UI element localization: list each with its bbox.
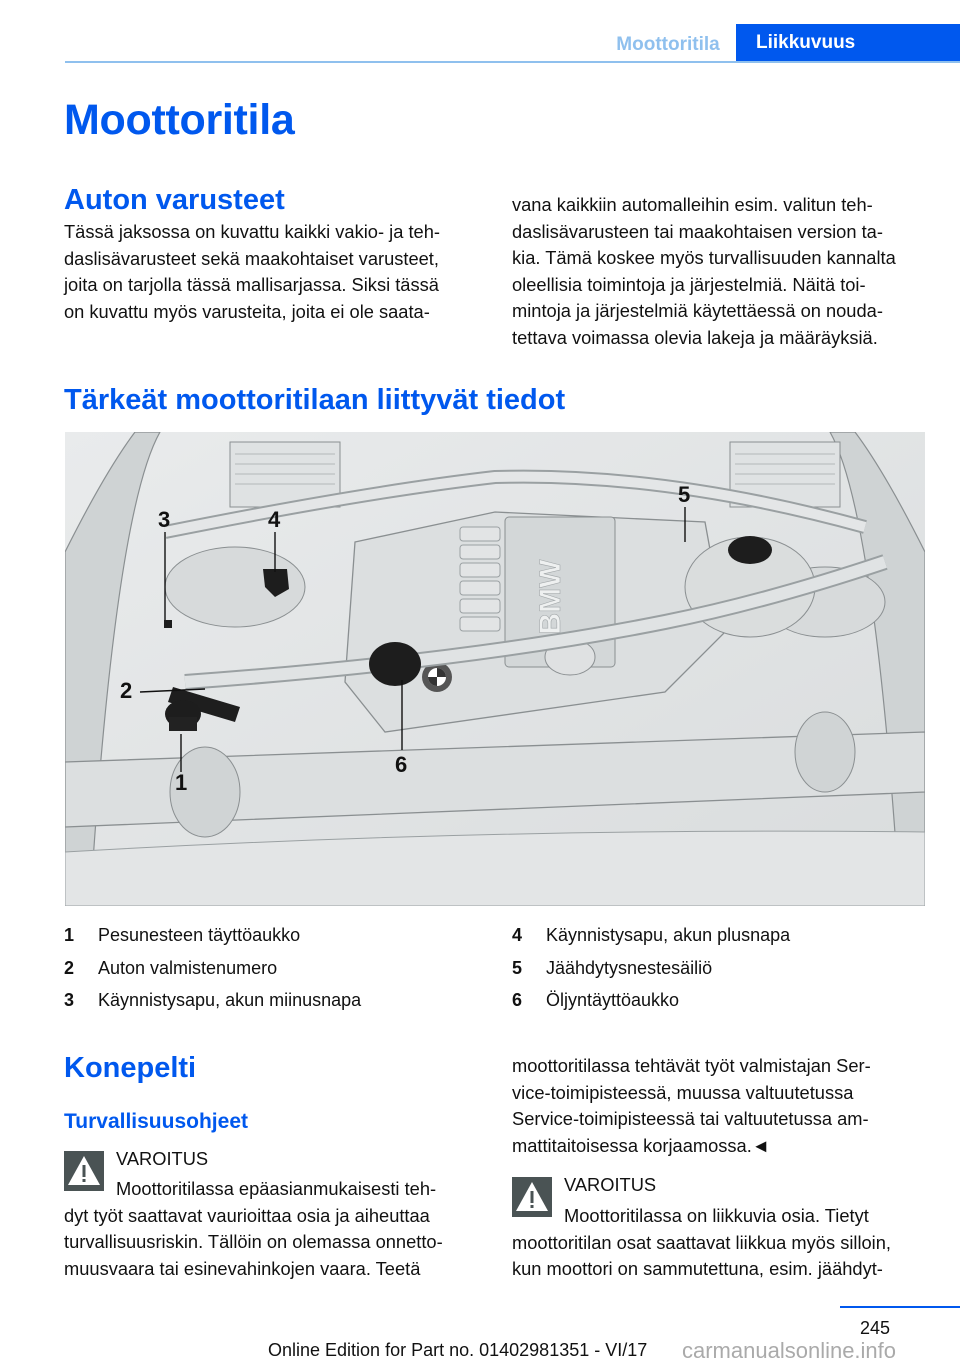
text-line: turvallisuusriskin. Tällöin on olemassa onnetto- xyxy=(64,1231,443,1252)
legend-text: Pesunesteen täyttöaukko xyxy=(98,925,301,945)
header-divider xyxy=(65,61,960,63)
callout-4: 4 xyxy=(268,507,281,532)
legend-number: 3 xyxy=(64,990,75,1010)
footer-divider xyxy=(840,1306,960,1308)
legend-number: 5 xyxy=(512,957,523,978)
page-number: 245 xyxy=(860,1318,891,1338)
callout-3: 3 xyxy=(158,507,171,532)
callout-5: 5 xyxy=(678,482,691,507)
text-line: oleellisia toimintoja ja järjestelmiä. Näitä toi- xyxy=(512,273,866,295)
legend-text: Öljyntäyttöaukko xyxy=(546,990,680,1010)
callout-6: 6 xyxy=(395,752,408,777)
legend-number: 1 xyxy=(64,925,75,945)
text-line: kia. Tämä koskee myös turvallisuuden kannalta xyxy=(512,247,896,268)
legend-item xyxy=(512,984,790,1017)
equipment-heading: Auton varusteet xyxy=(64,184,285,216)
text-line: mattitaitoisessa korjaamossa.◄ xyxy=(512,1134,770,1156)
text-line: Moottoritilassa on liikkuvia osia. Tietyt xyxy=(564,1205,869,1226)
legend-col1 xyxy=(64,919,361,1017)
text-line: Moottoritilassa epäasianmukaisesti teh- xyxy=(116,1178,437,1199)
text-line: vice-toimipisteessä, muussa valtuutetussa xyxy=(512,1081,854,1103)
svg-text:BMW: BMW xyxy=(534,559,567,635)
callout-1: 1 xyxy=(175,770,188,795)
warning1-continued xyxy=(512,1053,932,1159)
watermark: carmanualsonline.info xyxy=(682,1338,897,1362)
edition-text: Online Edition for Part no. 01402981351 - VI/17 xyxy=(268,1340,648,1360)
text-line: muusvaara tai esinevahinkojen vaara. Teetä xyxy=(64,1257,421,1279)
text-line: dyt työt saattavat vaurioittaa osia ja aiheuttaa xyxy=(64,1204,430,1226)
engine-compartment-image xyxy=(65,432,925,906)
equipment-text-col2 xyxy=(512,192,932,351)
legend-col2 xyxy=(512,919,790,1017)
text-line: daslisävarusteen tai maakohtaisen version ta- xyxy=(512,220,883,242)
text-line: vana kaikkiin automalleihin esim. valitun teh- xyxy=(512,194,873,215)
section-tab[interactable]: Moottoritila xyxy=(616,34,720,55)
text-line: mintoja ja järjestelmiä käytettäessä on nouda- xyxy=(512,300,883,321)
engine-info-heading: Tärkeät moottoritilaan liittyvät tiedot xyxy=(64,384,566,416)
warning1-title: VAROITUS xyxy=(116,1148,209,1169)
legend-text: Käynnistysapu, akun miinusnapa xyxy=(98,990,362,1010)
legend-number: 4 xyxy=(512,925,523,945)
text-line: on kuvattu myös varusteita, joita ei ole saata- xyxy=(64,300,430,322)
legend-number: 2 xyxy=(64,957,75,978)
safety-subheading: Turvallisuusohjeet xyxy=(64,1110,248,1133)
legend-text: Käynnistysapu, akun plusnapa xyxy=(546,925,791,945)
legend-item xyxy=(64,952,361,985)
page-title: Moottoritila xyxy=(64,96,295,144)
warning2-title: VAROITUS xyxy=(564,1174,657,1195)
chapter-tab[interactable]: Liikkuvuus xyxy=(736,24,960,63)
text-line: daslisävarusteet sekä maakohtaiset varusteet, xyxy=(64,247,439,269)
legend-text: Auton valmistenumero xyxy=(98,957,278,978)
legend-item xyxy=(64,984,361,1017)
text-line: Service-toimipisteessä tai valtuutetussa am- xyxy=(512,1108,869,1129)
legend-number: 6 xyxy=(512,990,523,1010)
warning1-text xyxy=(64,1176,484,1282)
text-line: kun moottori on sammutettuna, esim. jäähdyt- xyxy=(512,1258,883,1279)
text-line: Tässä jaksossa on kuvattu kaikki vakio- ja teh- xyxy=(64,221,440,242)
equipment-text-col1 xyxy=(64,219,484,325)
text-line: moottoritilan osat saattavat liikkua myös silloin, xyxy=(512,1231,891,1253)
warning2-text xyxy=(512,1203,942,1283)
legend-text: Jäähdytysnestesäiliö xyxy=(546,957,713,978)
callout-2: 2 xyxy=(120,678,133,703)
text-line: tettava voimassa olevia lakeja ja määräyksiä. xyxy=(512,326,878,348)
text-line: moottoritilassa tehtävät työt valmistajan Ser- xyxy=(512,1055,871,1076)
legend-item xyxy=(512,919,790,952)
legend-item xyxy=(64,919,361,952)
legend-item xyxy=(512,952,790,985)
text-line: joita on tarjolla tässä mallisarjassa. Siksi tässä xyxy=(64,274,439,295)
hood-heading: Konepelti xyxy=(64,1052,197,1084)
